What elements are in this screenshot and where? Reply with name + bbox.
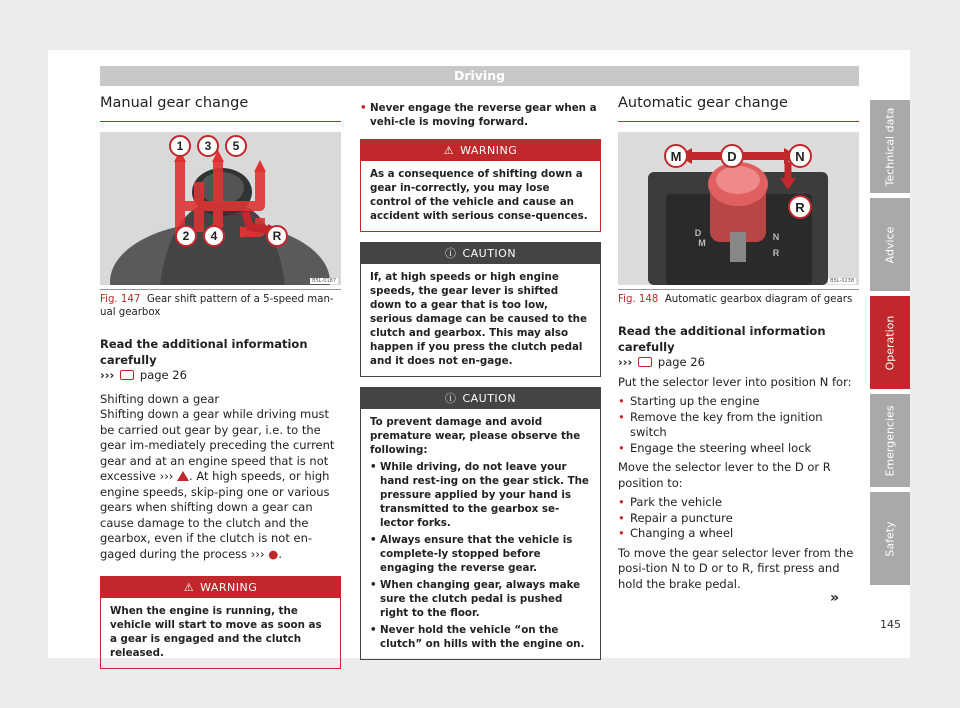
tab-emergencies[interactable]: Emergencies xyxy=(870,394,910,487)
warning-box xyxy=(100,576,341,669)
warning-header: ⚠ WARNING xyxy=(361,140,600,161)
gate-label-n: N xyxy=(772,232,780,242)
warning-text: As a consequence of shifting down a gear in-correctly, you may lose control of the vehicle and cause an accident with serious conse-quences. xyxy=(370,168,588,222)
paragraph: Put the selector lever into position N for: xyxy=(618,374,852,389)
page-reference[interactable]: ››› page 26 xyxy=(100,368,187,382)
caution-header: ⓘ CAUTION xyxy=(361,388,600,409)
tab-operation[interactable]: Operation xyxy=(870,296,910,389)
read-info: Read the additional information carefully xyxy=(618,324,826,354)
figure-number: Fig. 148 xyxy=(618,294,659,305)
list-item: • Never hold the vehicle “on the clutch” on hills with the engine on. xyxy=(370,623,591,651)
gear-label-1: 1 xyxy=(176,139,184,153)
info-icon: ⓘ xyxy=(444,247,457,260)
gear-label-3: 3 xyxy=(204,139,212,153)
caution-box xyxy=(360,242,601,377)
figure-caption xyxy=(618,289,859,306)
tab-safety[interactable]: Safety xyxy=(870,492,910,585)
figure-code: B5L-0187 xyxy=(312,278,336,284)
manual-gear-figure xyxy=(100,132,341,285)
label-n: N xyxy=(795,149,805,164)
gear-label-5: 5 xyxy=(232,139,240,153)
caution-icon: ● xyxy=(268,546,279,561)
label-d: D xyxy=(727,149,737,164)
list-item: • Never engage the reverse gear when a vehi-cle is moving forward. xyxy=(360,101,601,129)
right-column xyxy=(618,95,859,592)
warning-icon xyxy=(177,471,189,481)
tab-advice[interactable]: Advice xyxy=(870,198,910,291)
read-info: Read the additional information carefully xyxy=(100,337,308,367)
gear-shift-illustration xyxy=(100,132,341,285)
list-item: • Engage the steering wheel lock xyxy=(618,441,859,457)
page-number: 145 xyxy=(880,618,901,631)
gate-label-d: D xyxy=(694,228,702,238)
paragraph: To move the gear selector lever from the posi-tion N to D or to R, first press and hold the brake pedal. xyxy=(618,545,854,591)
automatic-gear-figure xyxy=(618,132,859,285)
warning-icon: ⚠ xyxy=(443,144,455,157)
label-r: R xyxy=(795,200,805,215)
book-icon xyxy=(638,357,652,367)
continued-marker: » xyxy=(830,590,840,606)
section-title: Automatic gear change xyxy=(618,95,859,122)
page-header: Driving xyxy=(100,66,859,86)
figure-number: Fig. 147 xyxy=(100,294,141,305)
info-icon: ⓘ xyxy=(444,392,457,405)
subheading: Shifting down a gear xyxy=(100,391,220,406)
figure-caption xyxy=(100,289,341,319)
book-icon xyxy=(120,370,134,380)
list-item: • Starting up the engine xyxy=(618,394,859,410)
label-m: M xyxy=(670,149,682,164)
body-text: Shifting down a gear while driving must be carried out gear by gear, i.e. to the gear im-mediately preceding the current gear and at an engine speed that is not excessive ››› . At high speeds, or high engine speeds, skip-ping one or various gears when shifting down a gear can cause damage to the clutch and the gearbox, even if the clutch is not en-gaged during the process ››› ●. xyxy=(100,407,335,561)
warning-text: When the engine is running, the vehicle will start to move as soon as a gear is engaged and the clutch released. xyxy=(110,605,322,659)
automatic-gearbox-illustration xyxy=(618,132,859,285)
caution-text: If, at high speeds or high engine speeds, the gear lever is shifted down to a gear that is too low, serious damage can be caused to the clutch and gearbox. This may also happen if you press the clutch pedal and it does not en-gage. xyxy=(370,271,587,367)
caution-header: ⓘ CAUTION xyxy=(361,243,600,264)
list-item: • When changing gear, always make sure the clutch pedal is pushed right to the floor. xyxy=(370,578,591,620)
caption-text: Automatic gearbox diagram of gears xyxy=(664,294,853,305)
list-item: • Always ensure that the vehicle is complete-ly stopped before engaging the reverse gear. xyxy=(370,533,591,575)
caution-intro: To prevent damage and avoid premature wear, please observe the following: xyxy=(370,416,581,456)
gate-label-m: M xyxy=(698,238,706,248)
list-item: • Remove the key from the ignition switch xyxy=(618,410,859,441)
gear-label-4: 4 xyxy=(210,229,218,243)
warning-header: ⚠ WARNING xyxy=(101,577,340,598)
list-item: • Park the vehicle xyxy=(618,495,859,511)
paragraph: Move the selector lever to the D or R position to: xyxy=(618,460,831,490)
gear-label-2: 2 xyxy=(182,229,190,243)
gate-label-r: R xyxy=(772,248,780,258)
tab-technical-data[interactable]: Technical data xyxy=(870,100,910,193)
middle-column xyxy=(360,95,601,670)
caution-body xyxy=(361,409,600,659)
warning-icon: ⚠ xyxy=(183,581,195,594)
figure-code: B5L-0238 xyxy=(830,278,854,284)
caption-text: Gear shift pattern of a 5-speed man-ual gearbox xyxy=(100,294,334,318)
list-item: • While driving, do not leave your hand rest-ing on the gear stick. The pressure applied by your hand is transmitted to the gearbox se-lector forks. xyxy=(370,460,591,530)
section-title: Manual gear change xyxy=(100,95,341,122)
gear-label-r: R xyxy=(272,229,282,243)
left-column xyxy=(100,95,341,679)
warning-box xyxy=(360,139,601,232)
caution-box xyxy=(360,387,601,660)
page-reference[interactable]: ››› page 26 xyxy=(618,355,705,369)
list-item: • Changing a wheel xyxy=(618,526,859,542)
list-item: • Repair a puncture xyxy=(618,511,859,527)
